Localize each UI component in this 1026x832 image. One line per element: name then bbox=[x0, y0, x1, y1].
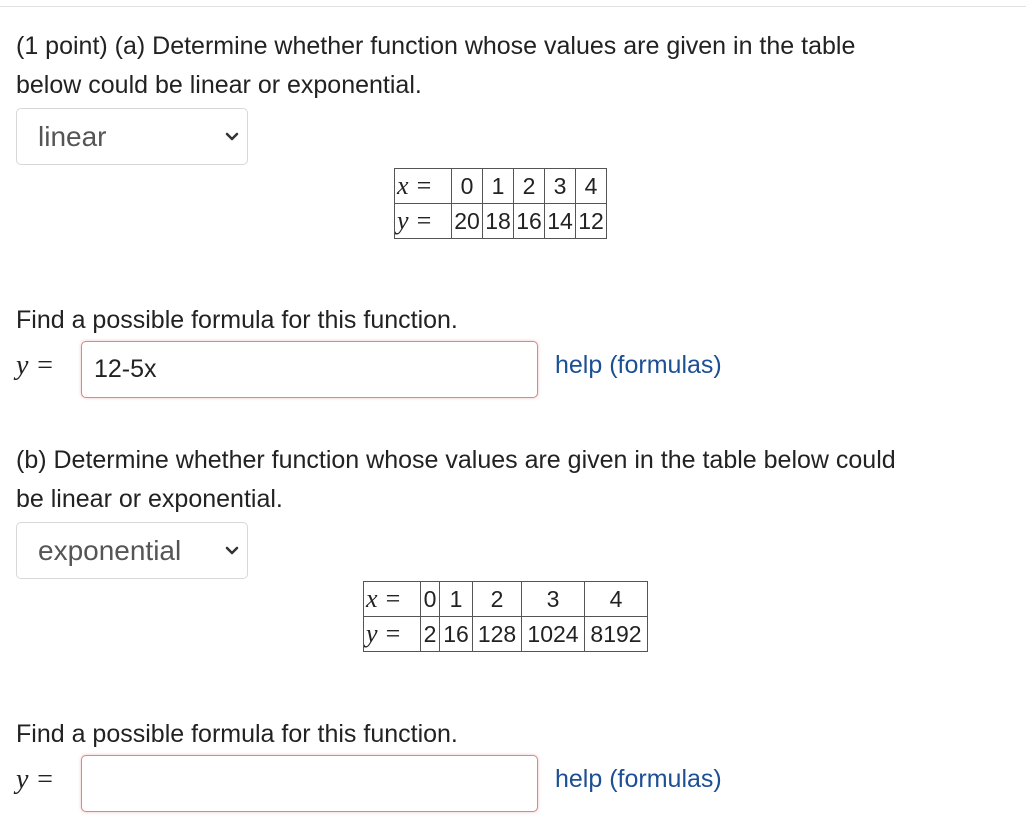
table-cell: 0 bbox=[452, 169, 483, 204]
table-cell: 16 bbox=[440, 617, 473, 652]
table-cell: 1024 bbox=[522, 617, 585, 652]
top-divider bbox=[0, 6, 1026, 7]
part-b-type-select[interactable] bbox=[16, 522, 248, 579]
part-b-select-value: exponential bbox=[38, 535, 182, 566]
table-cell: 1 bbox=[483, 169, 514, 204]
part-a-help-formulas-link[interactable]: help (formulas) bbox=[555, 351, 722, 379]
table-row bbox=[364, 617, 648, 652]
part-a-values-table bbox=[394, 168, 607, 239]
table-cell: 4 bbox=[576, 169, 607, 204]
part-a-y-equals: y = bbox=[16, 350, 55, 381]
part-a-answer-input[interactable] bbox=[81, 341, 538, 398]
part-a-prompt-line1: (1 point) (a) Determine whether function whose values are given in the table bbox=[16, 32, 856, 60]
table-cell: 12 bbox=[576, 204, 607, 239]
part-b-y-equals: y = bbox=[16, 764, 55, 795]
chevron-down-icon bbox=[225, 130, 239, 144]
table-cell: 8192 bbox=[585, 617, 648, 652]
part-b-formula-prompt: Find a possible formula for this function. bbox=[16, 720, 458, 748]
y-label-cell: y = bbox=[364, 617, 421, 652]
part-b-prompt-line1: (b) Determine whether function whose values are given in the table below could bbox=[16, 446, 896, 474]
part-a-formula-prompt: Find a possible formula for this function. bbox=[16, 306, 458, 334]
table-cell: 2 bbox=[514, 169, 545, 204]
table-row bbox=[364, 582, 648, 617]
table-cell: 3 bbox=[522, 582, 585, 617]
part-b-answer-input[interactable] bbox=[81, 755, 538, 812]
x-label-cell: x = bbox=[364, 582, 421, 617]
part-b-prompt-line2: be linear or exponential. bbox=[16, 485, 283, 513]
part-a-select-value: linear bbox=[38, 121, 107, 152]
table-cell: 2 bbox=[473, 582, 522, 617]
table-cell: 2 bbox=[421, 617, 440, 652]
y-label-cell: y = bbox=[395, 204, 452, 239]
chevron-down-icon bbox=[225, 544, 239, 558]
table-cell: 14 bbox=[545, 204, 576, 239]
table-cell: 0 bbox=[421, 582, 440, 617]
table-row bbox=[395, 204, 607, 239]
part-b-help-formulas-link[interactable]: help (formulas) bbox=[555, 765, 722, 793]
table-cell: 20 bbox=[452, 204, 483, 239]
table-cell: 128 bbox=[473, 617, 522, 652]
part-b-values-table bbox=[363, 581, 648, 652]
x-label-cell: x = bbox=[395, 169, 452, 204]
table-row bbox=[395, 169, 607, 204]
table-cell: 1 bbox=[440, 582, 473, 617]
table-cell: 3 bbox=[545, 169, 576, 204]
table-cell: 18 bbox=[483, 204, 514, 239]
part-a-prompt-line2: below could be linear or exponential. bbox=[16, 71, 422, 99]
part-a-type-select[interactable] bbox=[16, 108, 248, 165]
table-cell: 16 bbox=[514, 204, 545, 239]
table-cell: 4 bbox=[585, 582, 648, 617]
